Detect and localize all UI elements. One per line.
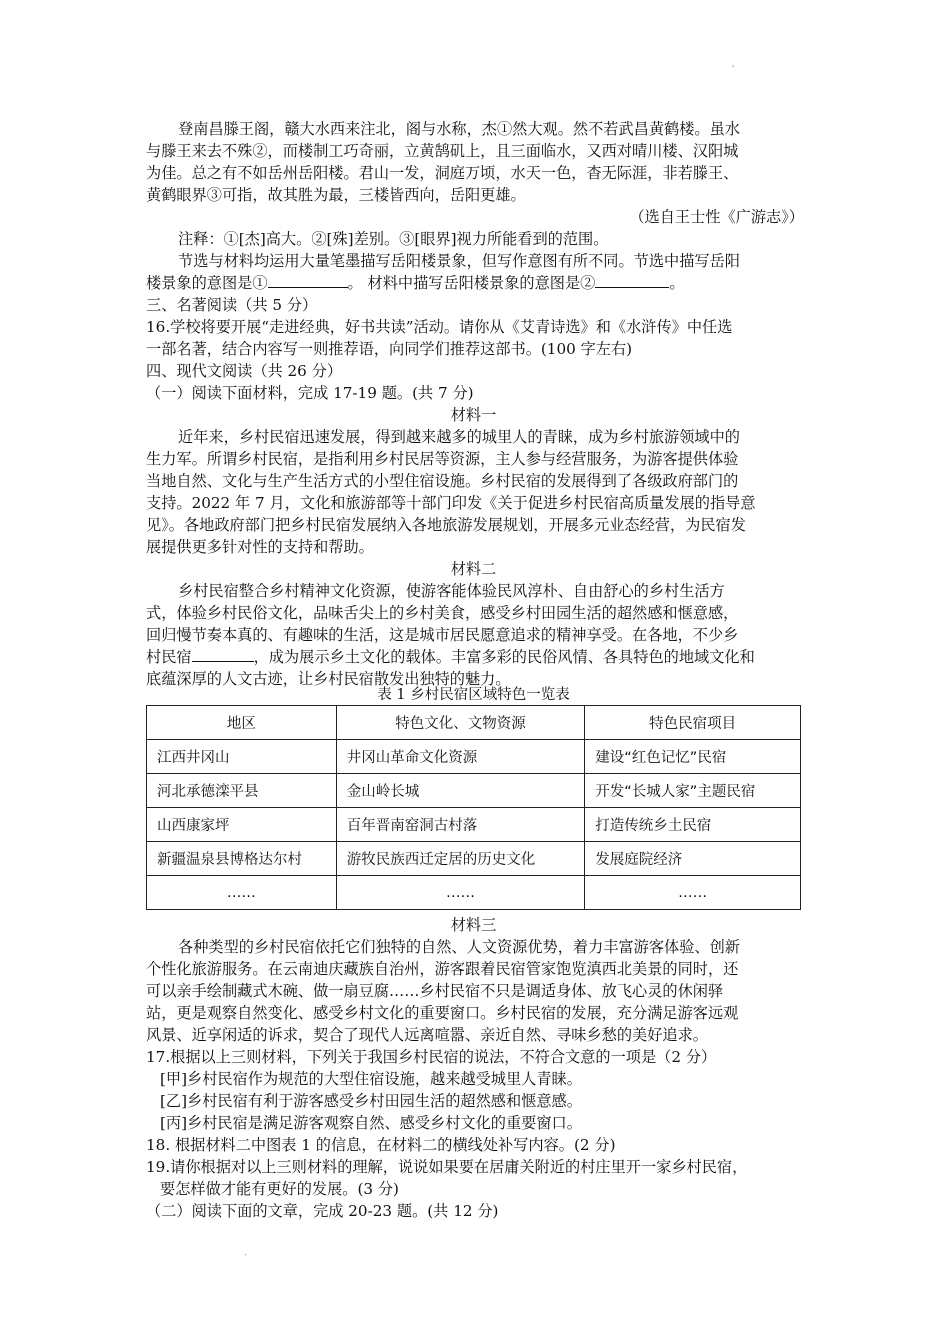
material1-line-4: 支持。2022 年 7 月，文化和旅游部等十部门印发《关于促进乡村民宿高质量发展的指导意 [146,494,756,512]
material2-line-4-b: ，成为展示乡土文化的载体。丰富多彩的民俗风情、各具特色的地域文化和 [253,648,755,666]
region-feature-table [146,705,801,910]
poem-question-text-c: 。 [669,274,685,292]
poem-line-2: 与滕王来去不殊②，而楼制工巧奇丽，立黄鹄矶上，且三面临水，又西对晴川楼、汉阳城 [146,142,739,160]
material3-title: 材料三 [450,916,497,934]
material2-line-2: 式，体验乡村民俗文化，品味舌尖上的乡村美食，感受乡村田园生活的超然感和惬意感， [146,604,739,622]
table-caption: 表 1 乡村民宿区域特色一览表 [377,687,570,703]
table-cell: 开发“长城人家”主题民宿 [585,774,801,808]
material2-line-4-a: 村民宿 [146,648,192,666]
material3-line-5: 风景、近享闲适的诉求，契合了现代人远离喧嚣、亲近自然、寻味乡愁的美好追求。 [146,1026,708,1044]
section4-heading: 四、现代文阅读（共 26 分） [146,362,343,380]
table-cell: 山西康家坪 [147,808,337,842]
answer-blank-2[interactable] [595,273,669,288]
poem-line-3: 为佳。总之有不如岳州岳阳楼。君山一发，洞庭万顷，水天一色，杳无际涯，非若滕王、 [146,164,739,182]
material3-line-3: 可以亲手绘制藏式木碗、做一扇豆腐……乡村民宿不只是调适身体、放飞心灵的休闲驿 [146,982,724,1000]
material1-line-5: 见》。各地政府部门把乡村民宿发展纳入各地旅游发展规划，开展多元业态经营，为民宿发 [146,516,746,534]
table-row [147,774,801,808]
table-header: 特色民宿项目 [585,706,801,740]
poem-question-text-a: 楼景象的意图是① [146,274,268,292]
q19-line-2: 要怎样做才能有更好的发展。(3 分) [160,1180,399,1198]
q16-line-1: 16.学校将要开展“走进经典，好书共读”活动。请你从《艾青诗选》和《水浒传》中任选 [146,318,733,336]
table-cell-ellipsis: …… [585,876,801,910]
answer-blank-1[interactable] [268,273,348,288]
table-cell: 游牧民族西迁定居的历史文化 [336,842,585,876]
table-cell: 井冈山革命文化资源 [336,740,585,774]
poem-line-4: 黄鹤眼界③可指，故其胜为最，三楼皆西向，岳阳更雄。 [146,186,526,204]
table-row [147,740,801,774]
table-row [147,842,801,876]
poem-question-line-1: 节选与材料均运用大量笔墨描写岳阳楼景象，但写作意图有所不同。节选中描写岳阳 [178,252,740,270]
material3-line-2: 个性化旅游服务。在云南迪庆藏族自治州，游客跟着民宿管家饱览滇西北美景的同时，还 [146,960,739,978]
material2-line-1: 乡村民宿整合乡村精神文化资源，使游客能体验民风淳朴、自由舒心的乡村生活方 [178,582,725,600]
material1-line-2: 生力军。所谓乡村民宿，是指利用乡村民居等资源，主人参与经营服务，为游客提供体验 [146,450,739,468]
q18: 18. 根据材料二中图表 1 的信息，在材料二的横线处补写内容。(2 分) [146,1136,616,1154]
subsection1-heading: （一）阅读下面材料，完成 17-19 题。(共 7 分) [146,384,474,402]
poem-line-1: 登南昌滕王阁，赣大水西来注北，阁与水称，杰①然大观。然不若武昌黄鹤楼。虽水 [178,120,740,138]
poem-notes: 注释：①[杰]高大。②[殊]差别。③[眼界]视力所能看到的范围。 [178,230,609,248]
table-header: 地区 [147,706,337,740]
q17: 17.根据以上三则材料，下列关于我国乡村民宿的说法，不符合文意的一项是（2 分） [146,1048,717,1066]
material3-line-1: 各种类型的乡村民宿依托它们独特的自然、人文资源优势，着力丰富游客体验、创新 [178,938,740,956]
material2-title: 材料二 [450,560,497,578]
material1-line-1: 近年来，乡村民宿迅速发展，得到越来越多的城里人的青睐，成为乡村旅游领域中的 [178,428,740,446]
poem-question-line-2 [146,272,685,294]
q17-option-b: [乙]乡村民宿有利于游客感受乡村田园生活的超然感和惬意感。 [160,1092,582,1110]
table-cell: 百年晋南窑洞古村落 [336,808,585,842]
material2-line-5: 底蕴深厚的人文古迹，让乡村民宿散发出独特的魅力。 [146,670,511,688]
table-cell: 打造传统乡土民宿 [585,808,801,842]
table-cell: 金山岭长城 [336,774,585,808]
table-cell-ellipsis: …… [147,876,337,910]
poem-source: （选自王士性《广游志》） [629,208,804,226]
q17-option-a: [甲]乡村民宿作为规范的大型住宿设施，越来越受城里人青睐。 [160,1070,582,1088]
table-cell: 河北承德滦平县 [147,774,337,808]
table-cell-ellipsis: …… [336,876,585,910]
table-cell: 新疆温泉县博格达尔村 [147,842,337,876]
material2-line-3: 回归慢节奏本真的、有趣味的生活，这是城市居民愿意追求的精神享受。在各地，不少乡 [146,626,739,644]
material1-title: 材料一 [450,406,497,424]
q17-option-c: [丙]乡村民宿是满足游客观察自然、感受乡村文化的重要窗口。 [160,1114,582,1132]
scan-mark-bottom: . [244,1248,247,1257]
scan-mark-top: ' [732,64,735,73]
answer-blank-material2[interactable] [192,647,254,662]
table-cell: 发展庭院经济 [585,842,801,876]
table-header-row [147,706,801,740]
material2-line-4 [146,646,755,668]
table-row-ellipsis [147,876,801,910]
table-cell: 江西井冈山 [147,740,337,774]
material1-line-3: 当地自然、文化与生产生活方式的小型住宿设施。乡村民宿的发展得到了各级政府部门的 [146,472,739,490]
table-row [147,808,801,842]
subsection2-heading: （二）阅读下面的文章，完成 20-23 题。(共 12 分) [146,1202,499,1220]
q16-line-2: 一部名著，结合内容写一则推荐语，向同学们推荐这部书。(100 字左右) [146,340,633,358]
table-header: 特色文化、文物资源 [336,706,585,740]
material1-line-6: 展提供更多针对性的支持和帮助。 [146,538,374,556]
section3-heading: 三、名著阅读（共 5 分） [146,296,318,314]
table-cell: 建设“红色记忆”民宿 [585,740,801,774]
material3-line-4: 站，更是观察自然变化、感受乡村文化的重要窗口。乡村民宿的发展，充分满足游客远观 [146,1004,739,1022]
poem-question-text-b: 。 材料中描写岳阳楼景象的意图是② [347,274,596,292]
q19-line-1: 19.请你根据对以上三则材料的理解，说说如果要在居庸关附近的村庄里开一家乡村民宿， [146,1158,748,1176]
